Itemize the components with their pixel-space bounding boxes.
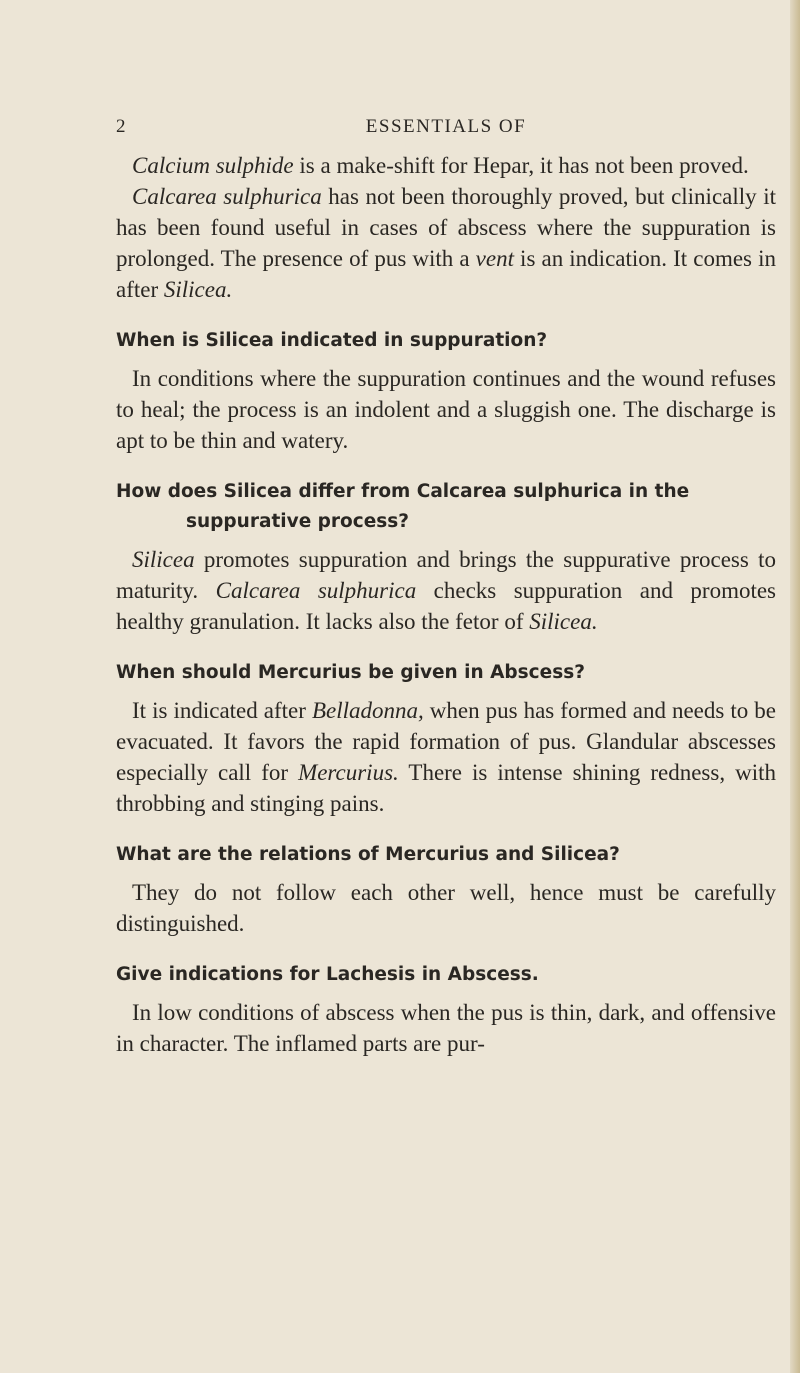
page-edge [790, 0, 800, 1373]
running-head: ESSENTIALS OF [365, 116, 527, 137]
term-silicea: Silicea. [163, 277, 233, 302]
page-number: 2 [116, 116, 127, 137]
term-silicea: Silicea [132, 547, 195, 572]
question-heading: When is Silicea indicated in suppuration? [116, 330, 548, 351]
term-calcarea-sulphurica: Calcarea sulphurica [132, 184, 322, 209]
question-heading: How does Silicea differ from Calcarea sulphurica in the suppurative process? [116, 481, 690, 532]
question-heading: Give indications for Lachesis in Abscess. [116, 964, 539, 985]
term-vent: vent [475, 246, 514, 271]
paragraph-calcium-sulphide: Calcium sulphide is a make-shift for Hepar, it has not been proved. [132, 153, 749, 178]
answer-paragraph: Silicea promotes suppuration and brings the suppurative process to maturity. Calcarea sulphurica checks suppuration and promotes healthy granulation. It lacks also the fetor of Silicea. [116, 547, 777, 634]
question-heading: What are the relations of Mercurius and Silicea? [116, 844, 620, 865]
term-calcarea-sulphurica: Calcarea sulphurica [215, 578, 417, 603]
answer-paragraph: They do not follow each other well, hence must be carefully distinguished. [116, 880, 776, 936]
answer-paragraph: In low conditions of abscess when the pus is thin, dark, and offensive in character. The inflamed parts are pur- [116, 1000, 776, 1056]
term-mercurius: Mercurius. [298, 760, 399, 785]
paragraph-calcarea-sulphurica: Calcarea sulphurica has not been thoroughly proved, but clinically it has been found useful in cases of abscess where the suppuration is prolonged. The presence of pus with a vent is an indication. It comes in after Silicea. [116, 184, 776, 302]
answer-paragraph: In conditions where the suppuration continues and the wound refuses to heal; the process is an indolent and a sluggish one. The discharge is apt to be thin and watery. [116, 366, 776, 453]
page-header [116, 116, 776, 142]
term-calcium-sulphide: Calcium sulphide [132, 153, 294, 178]
term-silicea: Silicea. [529, 609, 598, 634]
answer-paragraph: It is indicated after Belladonna, when pus has formed and needs to be evacuated. It favors the rapid formation of pus. Glandular abscesses especially call for Mercurius. There is intense shining redness, with throbbing and stinging pains. [116, 698, 776, 816]
question-heading: When should Mercurius be given in Abscess? [116, 662, 585, 683]
page-body [116, 150, 776, 1059]
term-belladonna: Belladonna, [311, 698, 424, 723]
